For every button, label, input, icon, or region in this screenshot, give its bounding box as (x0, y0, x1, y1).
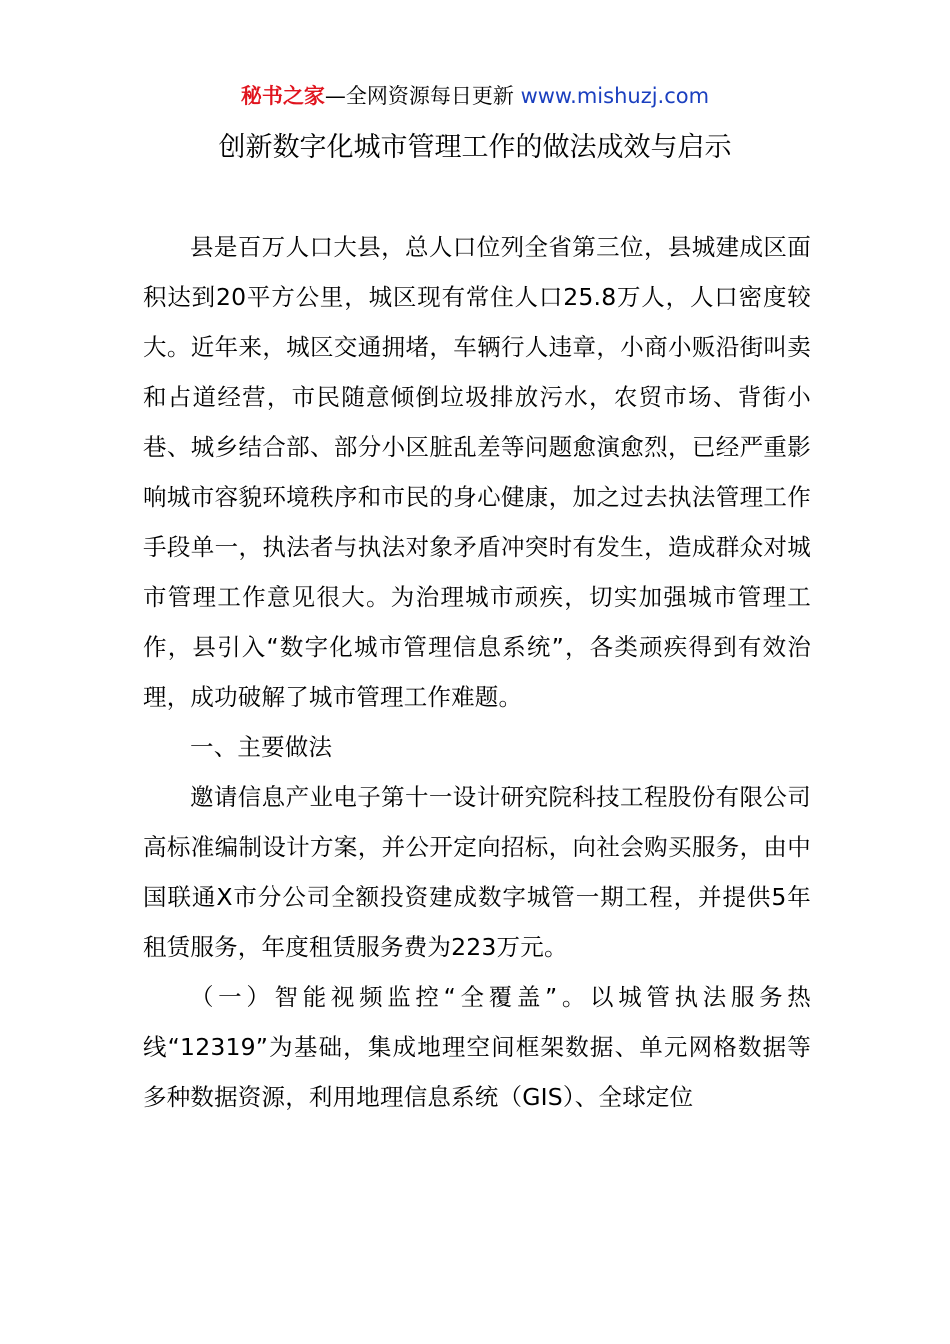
intro-paragraph: 县是百万人口大县，总人口位列全省第三位，县城建成区面积达到20平方公里，城区现有常住人口25.8万人，人口密度较大。近年来，城区交通拥堵，车辆行人违章，小商小贩沿街叫卖和占道经营，市民随意倾倒垃圾排放污水，农贸市场、背街小巷、城乡结合部、部分小区脏乱差等问题愈演愈烈，已经严重影响城市容貌环境秩序和市民的身心健康，加之过去执法管理工作手段单一，执法者与执法对象矛盾冲突时有发生，造成群众对城市管理工作意见很大。为治理城市顽疾，切实加强城市管理工作，县引入“数字化城市管理信息系统”，各类顽疾得到有效治理，成功破解了城市管理工作难题。 (143, 233, 811, 711)
site-header (0, 80, 950, 112)
body-paragraph: 邀请信息产业电子第十一设计研究院科技工程股份有限公司高标准编制设计方案，并公开定向招标，向社会购买服务，由中国联通X市分公司全额投资建成数字城管一期工程，并提供5年租赁服务，年度租赁服务费为223万元。 (143, 783, 811, 961)
site-url-link[interactable]: www.mishuzj.com (520, 84, 710, 108)
subsection-paragraph: （一）智能视频监控“全覆盖”。以城管执法服务热线“12319”为基础，集成地理空间框架数据、单元网格数据等多种数据资源，利用地理信息系统（GIS）、全球定位 (143, 983, 811, 1111)
document-body (143, 222, 811, 1122)
site-brand: 秘书之家 (240, 84, 325, 108)
site-tagline: —全网资源每日更新 (324, 84, 521, 108)
section-heading: 一、主要做法 (190, 733, 333, 761)
document-title: 创新数字化城市管理工作的做法成效与启示 (218, 132, 732, 163)
